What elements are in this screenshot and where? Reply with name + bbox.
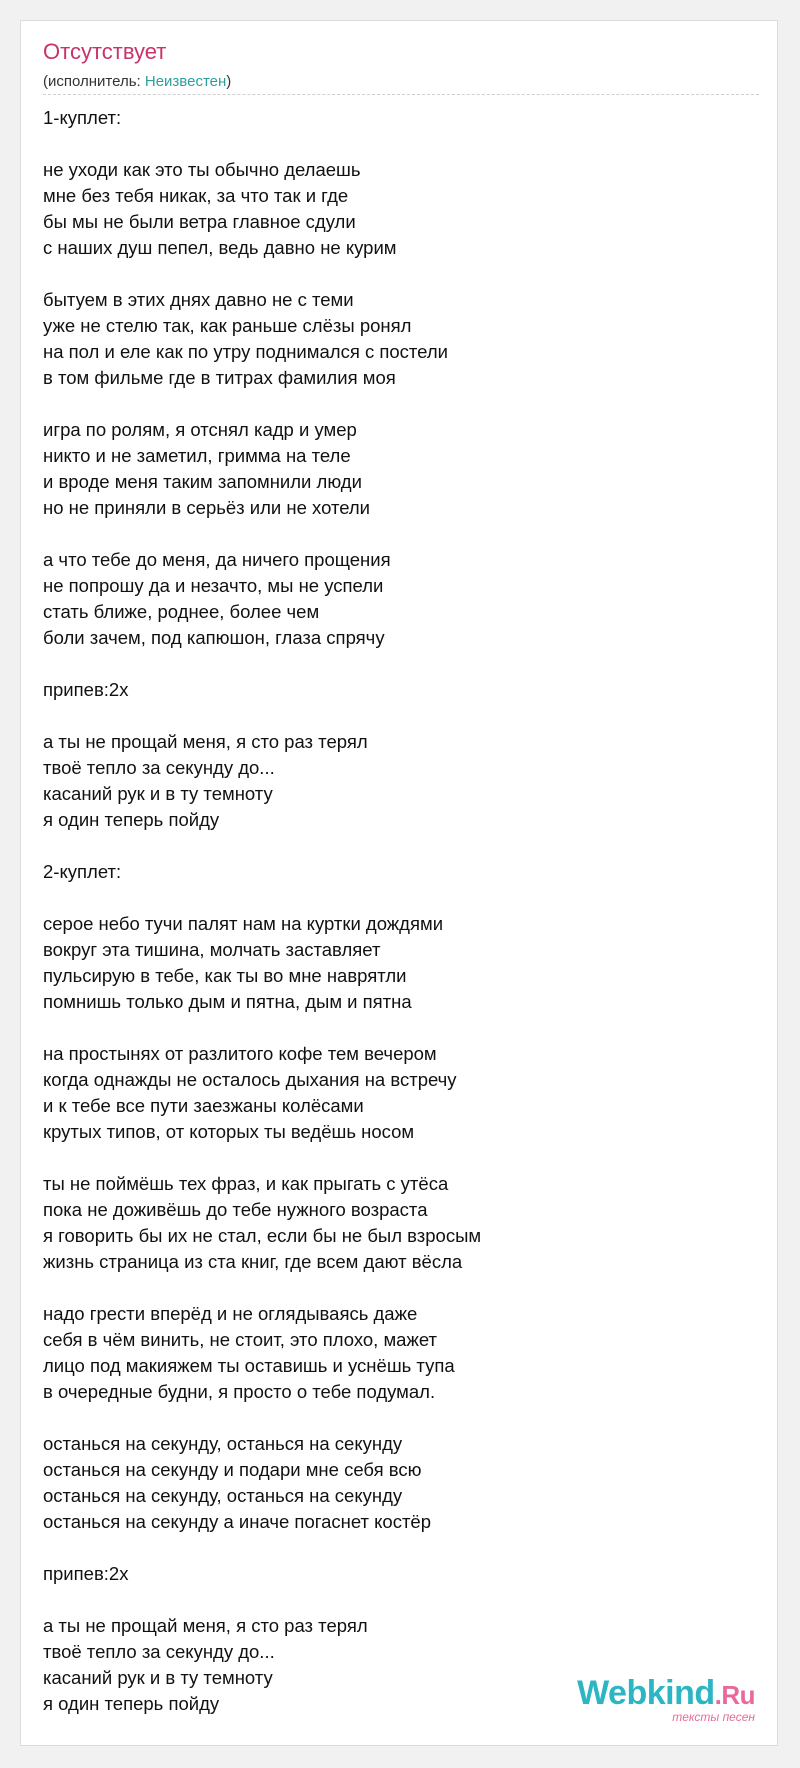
lyric-line: вокруг эта тишина, молчать заставляет — [43, 939, 381, 960]
lyric-line: пульсирую в тебе, как ты во мне наврятли — [43, 965, 407, 986]
lyric-line: твоё тепло за секунду до... — [43, 757, 275, 778]
lyric-line: боли зачем, под капюшон, глаза спрячу — [43, 627, 385, 648]
lyric-line: касаний рук и в ту темноту — [43, 783, 273, 804]
song-title: Отсутствует — [43, 39, 167, 64]
lyric-line: припев:2х — [43, 1563, 129, 1584]
lyric-line: не попрошу да и незачто, мы не успели — [43, 575, 384, 596]
title-divider — [43, 94, 759, 95]
lyric-line: игра по ролям, я отснял кадр и умер — [43, 419, 357, 440]
stanza-gap — [43, 1405, 743, 1431]
lyric-line: я один теперь пойду — [43, 1693, 220, 1714]
stanza-gap — [43, 885, 743, 911]
stanza-gap — [43, 833, 743, 859]
lyric-line: но не приняли в серьёз или не хотели — [43, 497, 371, 518]
lyric-line: припев:2х — [43, 679, 129, 700]
artist-link[interactable]: Неизвестен — [144, 73, 227, 90]
artist-line — [43, 73, 231, 90]
lyric-line: пока не доживёшь до тебе нужного возраста — [43, 1199, 428, 1220]
stanza-gap — [43, 1015, 743, 1041]
lyric-line: крутых типов, от которых ты ведёшь носом — [43, 1121, 415, 1142]
artist-prefix: (исполнитель: — [43, 73, 145, 90]
lyric-line: надо грести вперёд и не оглядываясь даже — [43, 1303, 418, 1324]
lyric-line: на простынях от разлитого кофе тем вечером — [43, 1043, 437, 1064]
lyric-line: жизнь страница из ста книг, где всем дают вёсла — [43, 1251, 463, 1272]
artist-suffix: ) — [226, 73, 232, 90]
lyrics-text — [43, 105, 743, 1717]
lyric-line: бытуем в этих днях давно не с теми — [43, 289, 354, 310]
lyric-line: лицо под макияжем ты оставишь и уснёшь тупа — [43, 1355, 455, 1376]
lyric-line: твоё тепло за секунду до... — [43, 1641, 275, 1662]
lyric-line: останься на секунду, останься на секунду — [43, 1485, 403, 1506]
lyric-line: никто и не заметил, гримма на теле — [43, 445, 351, 466]
stanza-gap — [43, 391, 743, 417]
lyrics-card — [20, 20, 778, 1746]
lyric-line: а ты не прощай меня, я сто раз терял — [43, 731, 368, 752]
lyric-line: а что тебе до меня, да ничего прощения — [43, 549, 391, 570]
stanza-gap — [43, 651, 743, 677]
logo-name: Webkind — [577, 1674, 715, 1712]
lyric-line: серое небо тучи палят нам на куртки дождями — [43, 913, 444, 934]
lyric-line: с наших душ пепел, ведь давно не курим — [43, 237, 397, 258]
lyric-line: стать ближе, роднее, более чем — [43, 601, 320, 622]
lyric-line: уже не стелю так, как раньше слёзы ронял — [43, 315, 412, 336]
lyric-line: касаний рук и в ту темноту — [43, 1667, 273, 1688]
lyric-line: 1-куплет: — [43, 107, 122, 128]
lyric-line: останься на секунду и подари мне себя всю — [43, 1459, 422, 1480]
stanza-gap — [43, 1587, 743, 1613]
lyric-line: останься на секунду, останься на секунду — [43, 1433, 403, 1454]
webkind-logo[interactable] — [577, 1676, 755, 1723]
lyric-line: в том фильме где в титрах фамилия моя — [43, 367, 396, 388]
lyric-line: на пол и еле как по утру поднимался с постели — [43, 341, 448, 362]
lyric-line: не уходи как это ты обычно делаешь — [43, 159, 361, 180]
logo-tld: .Ru — [714, 1680, 755, 1710]
stanza-gap — [43, 1145, 743, 1171]
stanza-gap — [43, 703, 743, 729]
stanza-gap — [43, 521, 743, 547]
logo-tagline: тексты песен — [672, 1710, 755, 1724]
lyric-line: останься на секунду а иначе погаснет костёр — [43, 1511, 432, 1532]
stanza-gap — [43, 261, 743, 287]
lyric-line: 2-куплет: — [43, 861, 122, 882]
lyric-line: когда однажды не осталось дыхания на встречу — [43, 1069, 457, 1090]
lyric-line: в очередные будни, я просто о тебе подумал. — [43, 1381, 436, 1402]
stanza-gap — [43, 1275, 743, 1301]
lyric-line: я говорить бы их не стал, если бы не был взросым — [43, 1225, 482, 1246]
lyric-line: помнишь только дым и пятна, дым и пятна — [43, 991, 412, 1012]
lyric-line: а ты не прощай меня, я сто раз терял — [43, 1615, 368, 1636]
lyric-line: себя в чём винить, не стоит, это плохо, мажет — [43, 1329, 437, 1350]
lyric-line: ты не поймёшь тех фраз, и как прыгать с утёса — [43, 1173, 449, 1194]
lyric-line: и к тебе все пути заезжаны колёсами — [43, 1095, 364, 1116]
stanza-gap — [43, 131, 743, 157]
lyric-line: мне без тебя никак, за что так и где — [43, 185, 349, 206]
lyric-line: бы мы не были ветра главное сдули — [43, 211, 356, 232]
lyric-line: я один теперь пойду — [43, 809, 220, 830]
stanza-gap — [43, 1535, 743, 1561]
lyric-line: и вроде меня таким запомнили люди — [43, 471, 362, 492]
